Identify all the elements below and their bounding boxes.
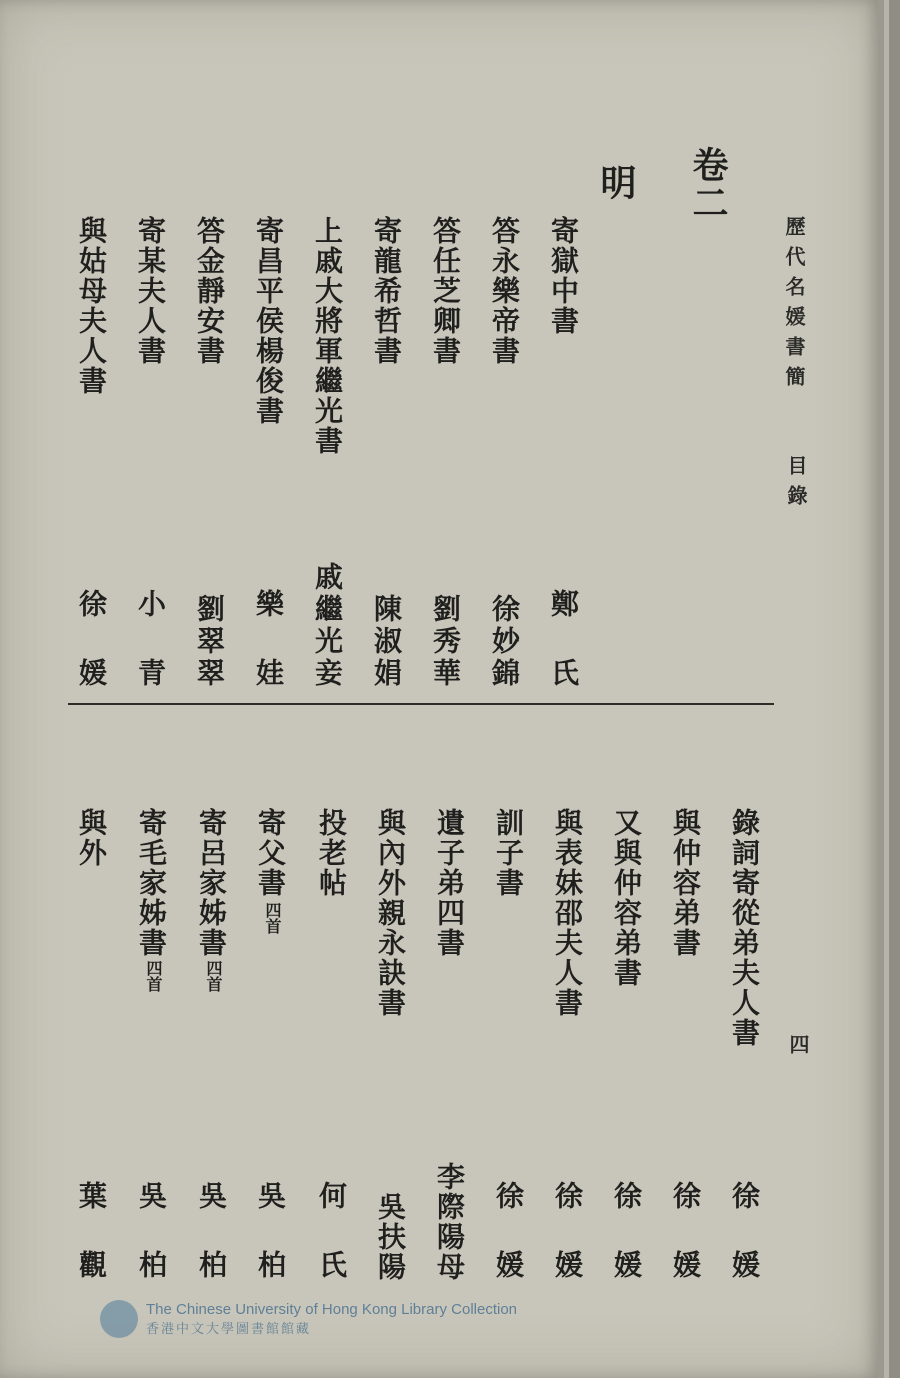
entry-title: 與姑母夫人書 [75,216,108,396]
entry-author: 吳 柏 [195,1181,228,1282]
entry-title: 遺子弟四書 [433,808,466,958]
dynasty-heading: 明 [595,164,637,202]
entry-author: 徐 媛 [728,1181,761,1282]
entry-author: 陳淑娟 [370,594,403,690]
entry-title: 與內外親永訣書 [374,808,407,1018]
book-title: 歷代名媛書簡 [782,216,806,396]
entry-author: 劉秀華 [429,594,462,690]
watermark-chinese: 香港中文大學圖書館館藏 [146,1321,312,1336]
entry-title: 寄呂家姊書 [195,808,228,958]
entry-author: 李際陽母 [433,1162,466,1282]
entry-title: 答任芝卿書 [429,216,462,366]
entry-author: 吳扶陽 [374,1192,407,1282]
entry-note: 四首 [144,960,163,992]
entry-note: 四首 [263,902,282,934]
entry-title: 錄詞寄從弟夫人書 [728,808,761,1048]
entry-author: 戚繼光妾 [311,562,344,690]
entry-title: 又與仲容弟書 [610,808,643,988]
entry-author: 徐 媛 [75,589,108,690]
entry-author: 徐 媛 [610,1181,643,1282]
entry-author: 吳 柏 [135,1181,168,1282]
entry-title: 寄龍希哲書 [370,216,403,366]
watermark-english: The Chinese University of Hong Kong Library Collection [146,1301,518,1318]
entry-title: 與表妹邵夫人書 [551,808,584,1018]
entry-title: 寄毛家姊書 [135,808,168,958]
entry-title: 與外 [75,808,108,868]
library-watermark [100,1300,517,1338]
section-label: 目錄 [784,455,808,515]
entry-title: 訓子書 [492,808,525,898]
entry-title: 投老帖 [315,808,348,898]
entry-author: 何 氏 [315,1181,348,1282]
entry-author: 鄭 氏 [547,589,580,690]
page-number: 四 [786,1034,810,1064]
entry-title: 答永樂帝書 [488,216,521,366]
entry-author: 吳 柏 [254,1181,287,1282]
entry-author: 徐妙錦 [488,594,521,690]
entry-author: 小 青 [134,589,167,690]
entry-author: 徐 媛 [669,1181,702,1282]
library-logo-icon [100,1300,138,1338]
page-edge [889,0,900,1378]
entry-author: 徐 媛 [551,1181,584,1282]
entry-title: 上戚大將軍繼光書 [311,216,344,456]
entry-title: 寄父書 [254,808,287,898]
entry-author: 葉 觀 [75,1181,108,1282]
entry-author: 樂 娃 [252,589,285,690]
entry-title: 與仲容弟書 [669,808,702,958]
volume-heading: 卷二 [687,146,729,222]
entry-note: 四首 [204,960,223,992]
entry-title: 寄獄中書 [547,216,580,336]
entry-title: 寄某夫人書 [134,216,167,366]
entry-title: 答金靜安書 [193,216,226,366]
entry-author: 徐 媛 [492,1181,525,1282]
entry-title: 寄昌平侯楊俊書 [252,216,285,426]
entry-author: 劉翠翠 [193,594,226,690]
section-divider [68,703,774,705]
